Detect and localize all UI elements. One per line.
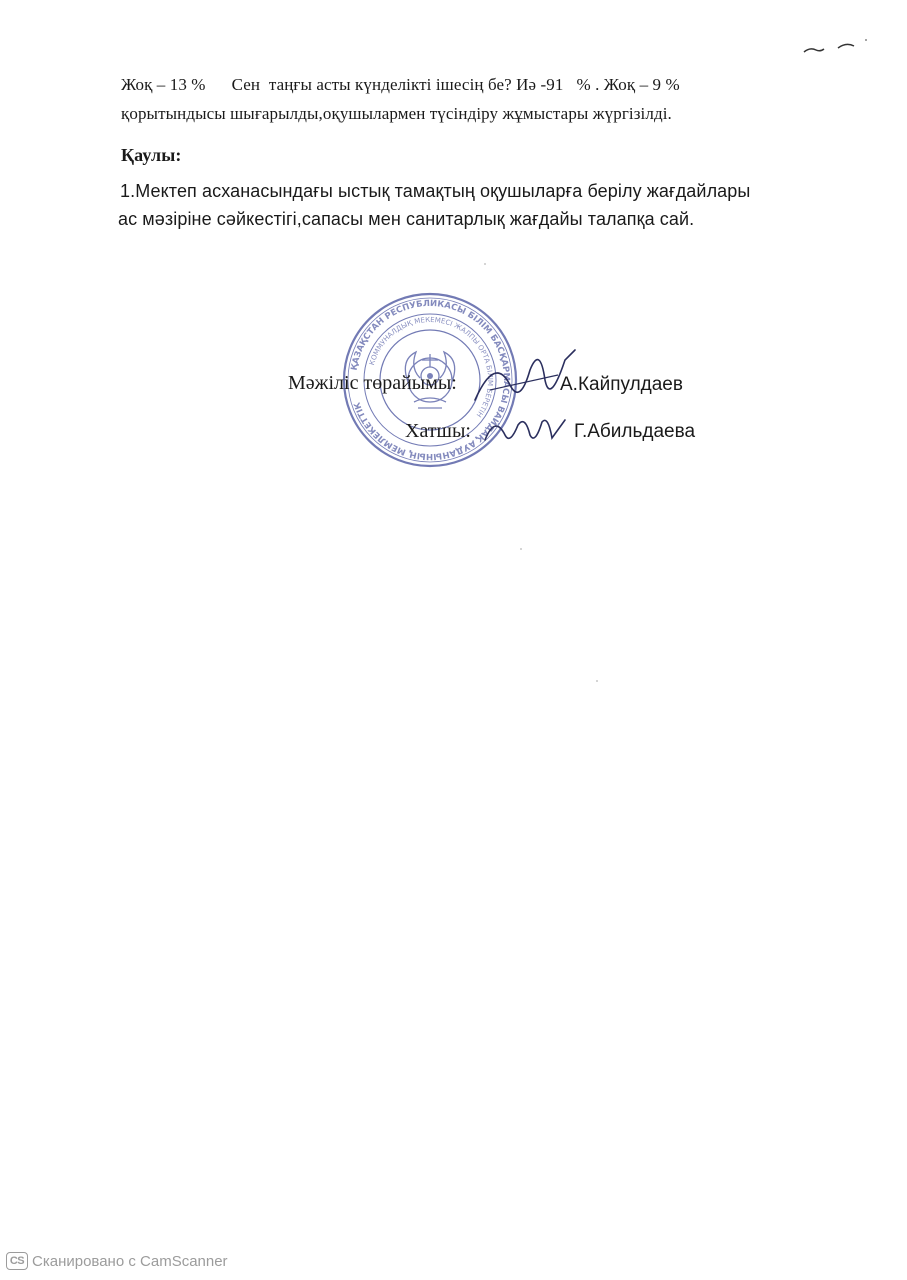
watermark-text: Сканировано с CamScanner	[32, 1252, 228, 1270]
camscanner-watermark	[6, 1252, 228, 1270]
scan-marks	[800, 38, 870, 62]
chair-label: Мәжіліс төрайымы:	[288, 372, 457, 394]
survey-result-line: Жоқ – 13 % Сен таңғы асты күнделікті ішесің бе? Иә -91 % . Жоқ – 9 %	[121, 75, 680, 94]
secretary-name: Г.Абильдаева	[574, 421, 696, 442]
chair-name: А.Кайпулдаев	[560, 374, 683, 395]
scan-speck	[596, 680, 598, 682]
svg-text:ҚАЗАҚСТАН РЕСПУБЛИКАСЫ БІЛІМ Б: ҚАЗАҚСТАН РЕСПУБЛИКАСЫ БІЛІМ БАСҚАРМАСЫ ВАЙДАҚ АУДАНЫНЫҢ МЕМЛЕКЕТТІК	[349, 298, 512, 462]
camscanner-logo-icon: CS	[6, 1252, 28, 1270]
scan-speck	[520, 548, 522, 550]
scan-speck	[484, 263, 486, 265]
secretary-signature	[480, 410, 570, 450]
resolution-heading: Қаулы:	[121, 145, 182, 165]
resolution-item-line-1: 1.Мектеп асханасындағы ыстық тамақтың оқушыларға берілу жағдайлары	[120, 181, 751, 201]
conclusion-line: қорытындысы шығарылды,оқушылармен түсіндіру жұмыстары жүргізілді.	[121, 104, 672, 123]
resolution-item-line-2: ас мәзіріне сәйкестігі,сапасы мен санитарлық жағдайы талапқа сай.	[118, 209, 695, 229]
svg-text:КОММУНАЛДЫҚ МЕКЕМЕСІ ЖАЛПЫ ОРТ: КОММУНАЛДЫҚ МЕКЕМЕСІ ЖАЛПЫ ОРТА БІЛІМ БЕРЕТІН	[368, 315, 495, 419]
secretary-label: Хатшы:	[405, 420, 471, 442]
